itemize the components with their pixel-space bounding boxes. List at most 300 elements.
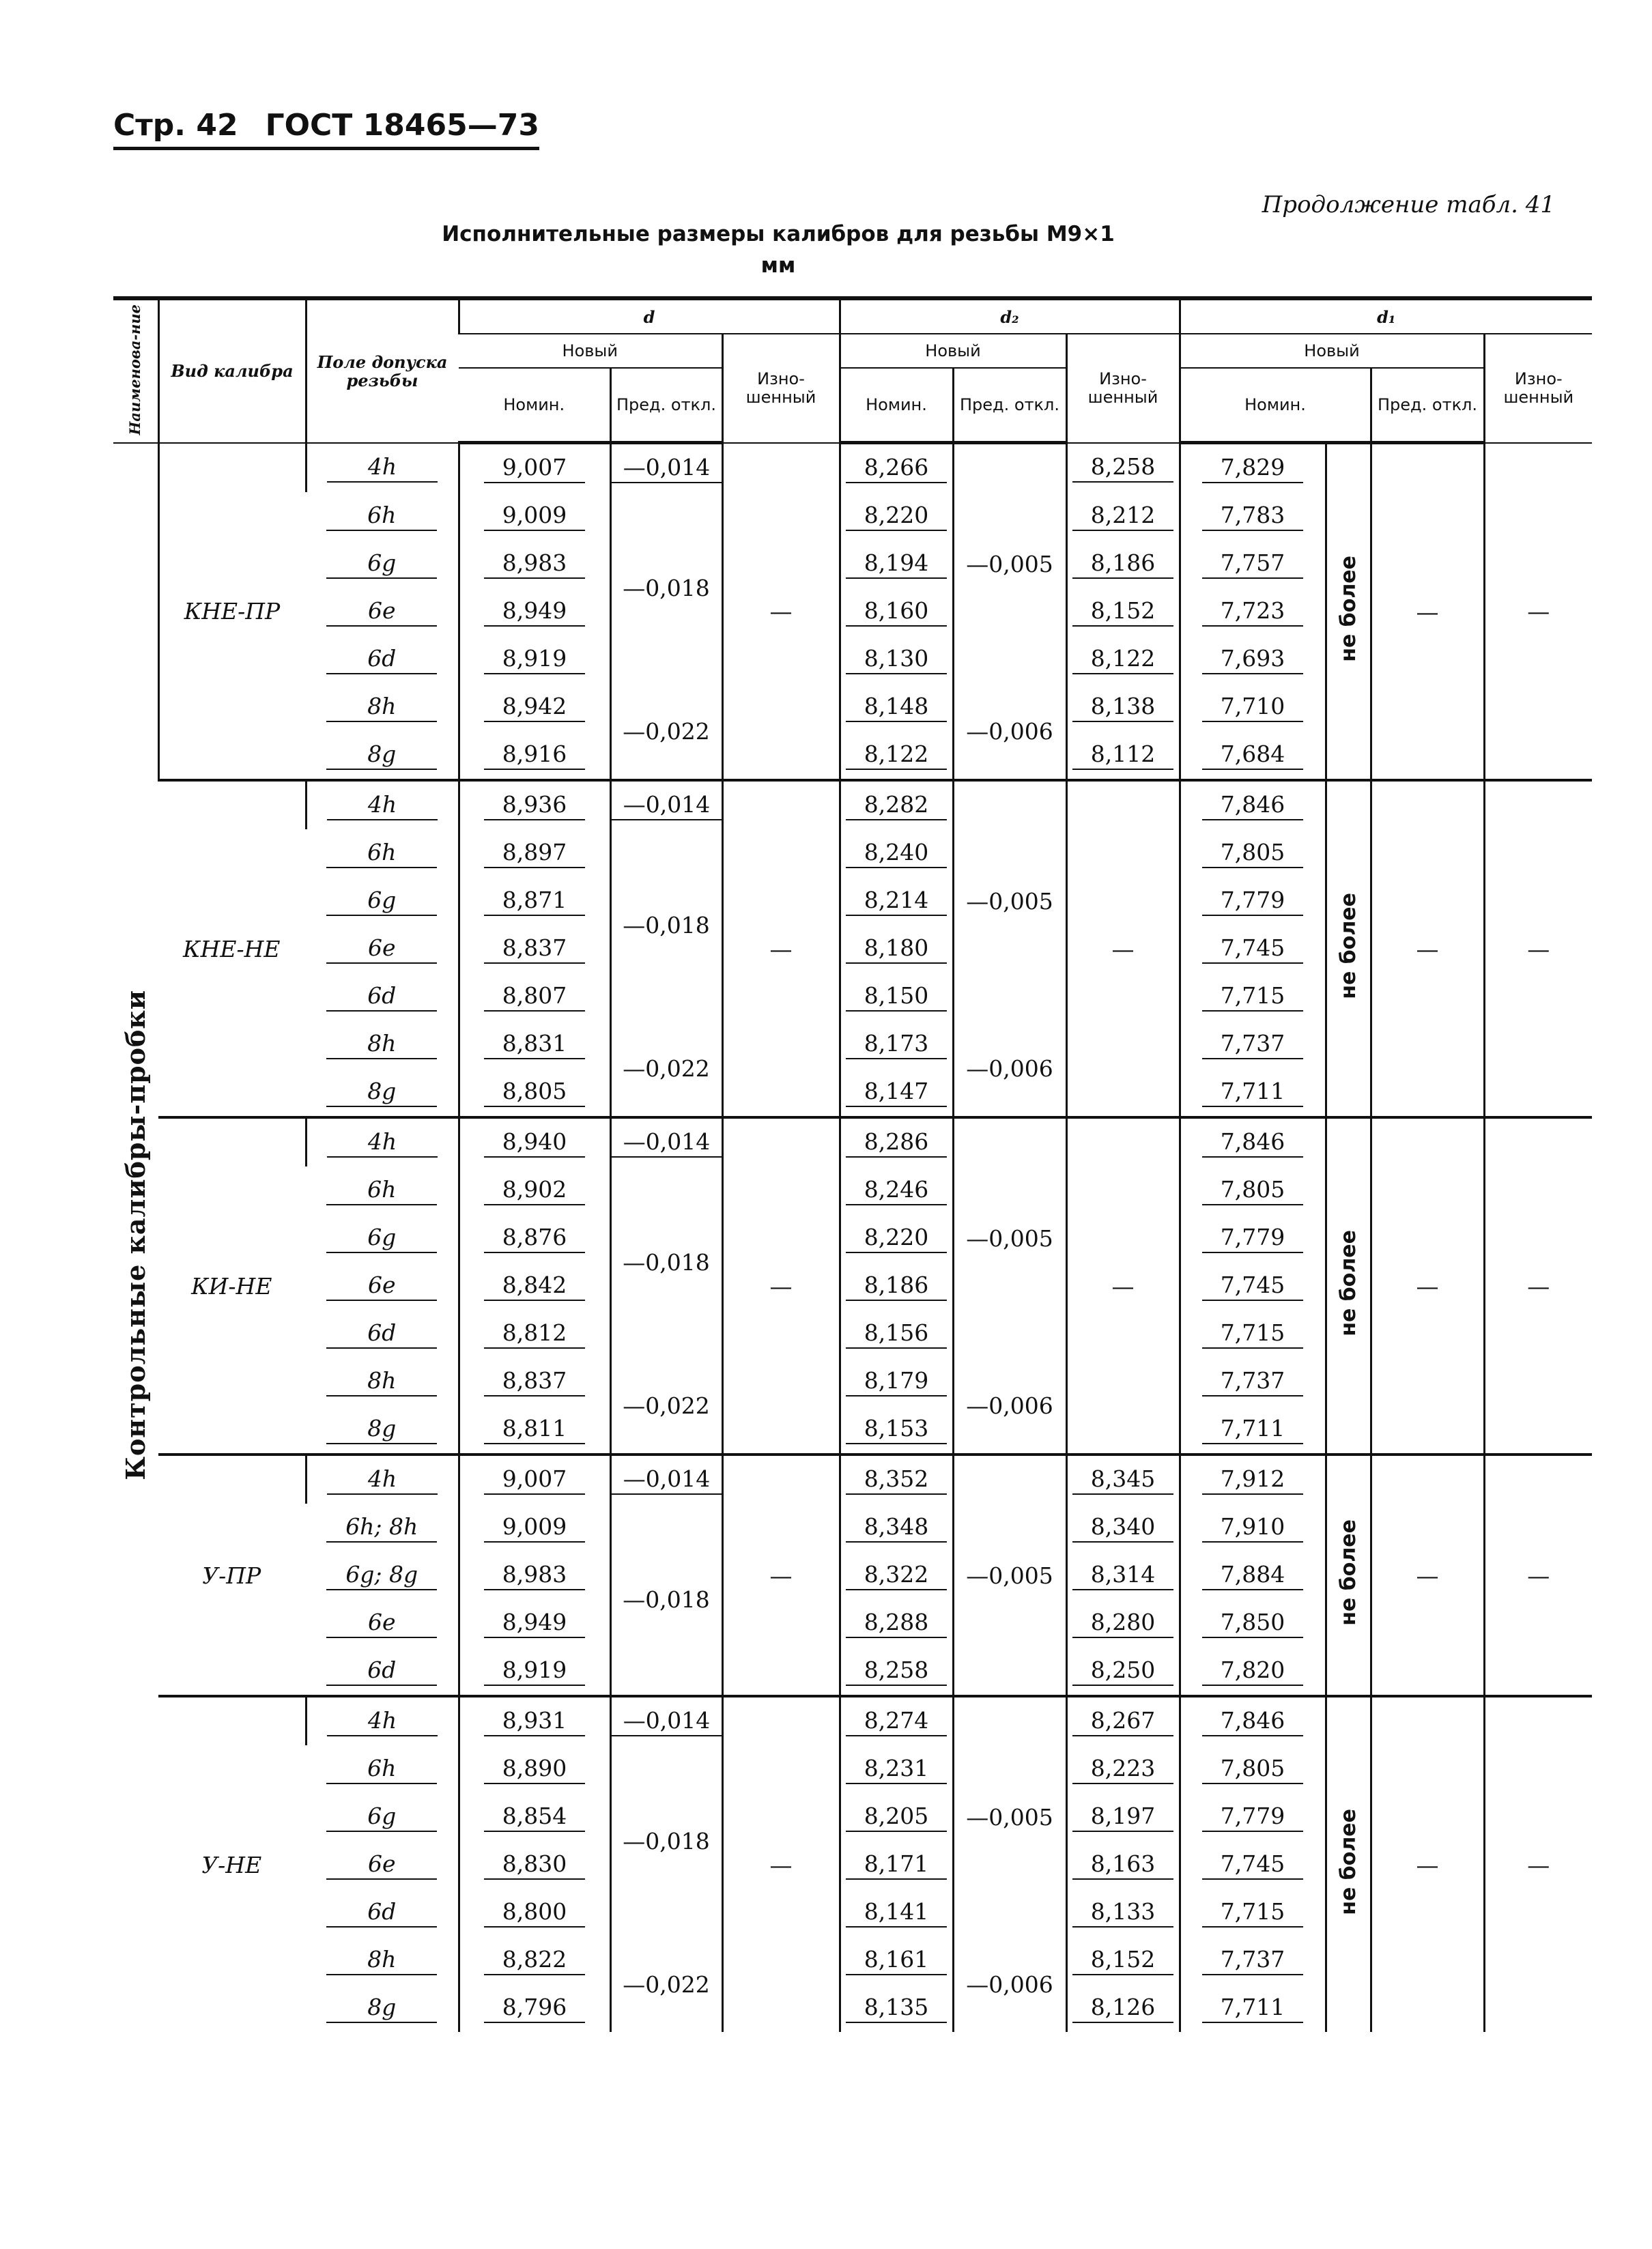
d2-nominal — [840, 1020, 953, 1068]
d-nominal — [459, 1841, 610, 1889]
tolerance-field-value: 8g — [326, 1078, 437, 1107]
d1-deviation: — — [1371, 443, 1484, 781]
tolerance-field — [306, 1889, 459, 1936]
d2-nominal — [840, 1117, 953, 1166]
tolerance-field-value: 8g — [326, 1415, 437, 1444]
d-nominal — [459, 925, 610, 973]
d1-nominal-value: 7,820 — [1202, 1657, 1303, 1686]
d2-nominal — [840, 443, 953, 493]
d1-nominal — [1180, 1405, 1326, 1455]
d1-nominal — [1180, 1889, 1326, 1936]
d1-nominal-value: 7,693 — [1202, 645, 1303, 674]
d2-nominal-value: 8,282 — [846, 791, 947, 820]
d-new-header: Новый — [459, 334, 722, 368]
d2-nominal — [840, 1358, 953, 1405]
d-dev-header: Пред. откл. — [610, 368, 722, 443]
tolerance-field — [306, 973, 459, 1020]
tolerance-field-value: 4h — [327, 791, 438, 820]
tolerance-field-value: 6h — [326, 1176, 437, 1205]
d2-worn — [1066, 1551, 1180, 1599]
d1-nominal-value: 7,846 — [1202, 791, 1303, 820]
d2-nominal — [840, 492, 953, 540]
tolerance-field-value: 6g; 8g — [326, 1561, 437, 1590]
tolerance-field-value: 6g — [326, 1803, 437, 1832]
d-nominal-value: 8,936 — [484, 791, 585, 820]
d2-nominal — [840, 1262, 953, 1310]
d1-nominal-value: 7,737 — [1202, 1946, 1303, 1975]
not-more-label: не более — [1336, 1230, 1361, 1336]
d2-nominal-value: 8,180 — [846, 934, 947, 964]
d1-nominal — [1180, 829, 1326, 877]
d2-worn-value: 8,152 — [1072, 1946, 1173, 1975]
d-nominal — [459, 1936, 610, 1984]
tolerance-field-value: 8h — [326, 1367, 437, 1396]
tolerance-field — [306, 1020, 459, 1068]
d2-worn-value: 8,250 — [1072, 1657, 1173, 1686]
d-deviation — [610, 1020, 722, 1117]
d-nominal-value: 8,805 — [484, 1078, 585, 1107]
not-more-cell — [1326, 443, 1371, 781]
tolerance-field-value: 6h — [326, 502, 437, 531]
d2-nominal-value: 8,258 — [846, 1657, 947, 1686]
d-deviation-value: —0,022 — [623, 717, 710, 745]
d1-nominal-value: 7,779 — [1202, 1803, 1303, 1832]
d1-new-header: Новый — [1180, 334, 1484, 368]
d1-nominal-value: 7,745 — [1202, 1272, 1303, 1301]
d2-nominal-value: 8,148 — [846, 693, 947, 722]
d1-nominal — [1180, 1936, 1326, 1984]
d1-nominal-value: 7,846 — [1202, 1707, 1303, 1736]
d-nominal-value: 8,916 — [484, 741, 585, 770]
d-nominal-value: 9,009 — [484, 502, 585, 531]
table-row — [113, 443, 1592, 493]
d2-nominal — [840, 1310, 953, 1358]
d-nom-header: Номин. — [459, 368, 610, 443]
d1-deviation: — — [1371, 780, 1484, 1117]
dimensions-table — [113, 296, 1592, 2032]
d-deviation-value: —0,018 — [623, 1248, 710, 1276]
d-deviation-value: —0,014 — [612, 1707, 722, 1736]
gauge-kind: КНЕ-ПР — [158, 443, 306, 781]
d2-nominal — [840, 780, 953, 829]
d1-nominal-value: 7,757 — [1202, 549, 1303, 579]
d1-nominal-value: 7,779 — [1202, 1224, 1303, 1253]
d-nominal-value: 8,830 — [484, 1850, 585, 1880]
tolerance-field — [306, 1936, 459, 1984]
tolerance-field-value: 6e — [326, 934, 437, 964]
tolerance-field-value: 4h — [327, 1465, 438, 1495]
d2-nominal-value: 8,205 — [846, 1803, 947, 1832]
d1-nominal-value: 7,829 — [1202, 454, 1303, 483]
d-deviation — [610, 1745, 722, 1936]
d-nominal — [459, 1504, 610, 1551]
d-nominal — [459, 1647, 610, 1696]
d-nominal-value: 8,942 — [484, 693, 585, 722]
d-deviation-value: —0,022 — [623, 1971, 710, 1998]
d-worn: — — [722, 1117, 840, 1455]
d2-nominal — [840, 1984, 953, 2032]
d2-dev-header: Пред. откл. — [953, 368, 1066, 443]
d-deviation — [610, 829, 722, 1020]
d-deviation — [610, 1936, 722, 2032]
d2-nominal-value: 8,220 — [846, 502, 947, 531]
d2-worn-value: 8,186 — [1072, 549, 1173, 579]
tolerance-field-value: 6d — [326, 645, 437, 674]
d-nominal — [459, 973, 610, 1020]
d1-nominal-value: 7,910 — [1202, 1513, 1303, 1543]
d2-nominal-value: 8,156 — [846, 1319, 947, 1349]
d2-worn — [1066, 443, 1180, 493]
d2-worn — [1066, 1793, 1180, 1841]
d2-deviation: —0,006 — [953, 1358, 1066, 1455]
d1-nominal — [1180, 780, 1326, 829]
d-nominal-value: 8,822 — [484, 1946, 585, 1975]
tolerance-field-value: 6h — [326, 839, 437, 868]
d-nominal-value: 8,831 — [484, 1030, 585, 1059]
d2-nominal — [840, 1551, 953, 1599]
continuation-note: Продолжение табл. 41 — [1262, 191, 1555, 218]
tolerance-field — [306, 1745, 459, 1793]
d1-nominal — [1180, 1745, 1326, 1793]
d-deviation — [610, 683, 722, 780]
d-nominal-value: 8,983 — [484, 549, 585, 579]
d-worn: — — [722, 780, 840, 1117]
d2-nominal — [840, 1214, 953, 1262]
tolerance-field — [306, 1358, 459, 1405]
d1-nominal — [1180, 443, 1326, 493]
group-label: Контрольные калибры-пробки — [119, 989, 151, 1480]
d1-nominal-value: 7,779 — [1202, 887, 1303, 916]
d1-nominal — [1180, 1262, 1326, 1310]
d1-deviation: — — [1371, 1455, 1484, 1696]
d2-deviation: —0,005 — [953, 1696, 1066, 1936]
d1-nominal — [1180, 1599, 1326, 1647]
tolerance-field-value: 6d — [326, 1657, 437, 1686]
d1-nominal-value: 7,715 — [1202, 1319, 1303, 1349]
not-more-cell — [1326, 1117, 1371, 1455]
d-nominal-value: 8,890 — [484, 1755, 585, 1784]
d2-nominal — [840, 925, 953, 973]
gauge-kind: КНЕ-НЕ — [158, 780, 306, 1117]
d1-worn: — — [1484, 1117, 1592, 1455]
d1-nominal — [1180, 1310, 1326, 1358]
d1-nominal-value: 7,884 — [1202, 1561, 1303, 1590]
d-nominal — [459, 1599, 610, 1647]
tolerance-field — [306, 683, 459, 731]
d2-nominal-value: 8,220 — [846, 1224, 947, 1253]
d1-nominal — [1180, 1647, 1326, 1696]
d2-worn — [1066, 1647, 1180, 1696]
d-deviation-value: —0,018 — [623, 911, 710, 939]
d-nominal-value: 8,837 — [484, 934, 585, 964]
d2-nominal — [840, 829, 953, 877]
d-nominal — [459, 1358, 610, 1405]
tolerance-field-value: 6g — [326, 887, 437, 916]
d-nominal-value: 8,931 — [484, 1707, 585, 1736]
d1-nominal-value: 7,711 — [1202, 1415, 1303, 1444]
d2-worn — [1066, 731, 1180, 780]
tolerance-field — [306, 1841, 459, 1889]
d-nominal-value: 8,796 — [484, 1994, 585, 2023]
table-row — [113, 1117, 1592, 1166]
tolerance-field — [306, 925, 459, 973]
d2-nominal — [840, 1599, 953, 1647]
d1-nominal-value: 7,912 — [1202, 1465, 1303, 1495]
tolerance-field-value: 8h — [326, 1946, 437, 1975]
d2-nominal — [840, 731, 953, 780]
d1-nominal-value: 7,805 — [1202, 1176, 1303, 1205]
gauge-kind: У-ПР — [158, 1455, 306, 1696]
d1-nominal-value: 7,710 — [1202, 693, 1303, 722]
tolerance-field-value: 6h — [326, 1755, 437, 1784]
d2-nominal-value: 8,246 — [846, 1176, 947, 1205]
d2-nominal — [840, 877, 953, 925]
d1-nominal-value: 7,783 — [1202, 502, 1303, 531]
d2-nominal-value: 8,322 — [846, 1561, 947, 1590]
d1-worn: — — [1484, 1455, 1592, 1696]
d-nominal — [459, 1889, 610, 1936]
d-nominal — [459, 588, 610, 635]
d2-nominal-value: 8,286 — [846, 1128, 947, 1158]
d-nominal — [459, 877, 610, 925]
d2-nominal-value: 8,274 — [846, 1707, 947, 1736]
d-nominal — [459, 443, 610, 493]
d1-worn: — — [1484, 1696, 1592, 2032]
d-worn: — — [722, 1696, 840, 2032]
d1-deviation: — — [1371, 1117, 1484, 1455]
tolerance-field-value: 6g — [326, 549, 437, 579]
d-nominal-value: 8,842 — [484, 1272, 585, 1301]
d2-nominal — [840, 540, 953, 588]
d-nominal — [459, 1166, 610, 1214]
d2-worn-value: 8,280 — [1072, 1609, 1173, 1638]
d-nominal — [459, 1984, 610, 2032]
col-name-header — [113, 298, 158, 443]
d1-nominal-value: 7,850 — [1202, 1609, 1303, 1638]
d-deviation-value: —0,014 — [612, 454, 722, 483]
d2-nominal-value: 8,194 — [846, 549, 947, 579]
d2-nominal-value: 8,186 — [846, 1272, 947, 1301]
d2-nominal-value: 8,135 — [846, 1994, 947, 2023]
d-nominal — [459, 635, 610, 683]
d-nominal — [459, 829, 610, 877]
d1-nominal — [1180, 1984, 1326, 2032]
d1-worn: — — [1484, 780, 1592, 1117]
d-nominal — [459, 1696, 610, 1745]
table-title — [0, 218, 1652, 281]
d-nominal-value: 8,949 — [484, 1609, 585, 1638]
d-deviation-value: —0,018 — [623, 574, 710, 601]
d2-nominal-value: 8,266 — [846, 454, 947, 483]
tolerance-field — [306, 1166, 459, 1214]
d-nominal — [459, 1310, 610, 1358]
d2-deviation: —0,005 — [953, 443, 1066, 684]
d1-nominal — [1180, 1793, 1326, 1841]
d-nominal — [459, 1793, 610, 1841]
d2-nominal-value: 8,348 — [846, 1513, 947, 1543]
d2-worn-value: 8,197 — [1072, 1803, 1173, 1832]
tolerance-field-value: 8g — [326, 1994, 437, 2023]
d2-nominal-value: 8,141 — [846, 1898, 947, 1928]
d2-nominal-value: 8,240 — [846, 839, 947, 868]
d-deviation-value: —0,022 — [623, 1055, 710, 1082]
d-nominal — [459, 1551, 610, 1599]
d2-nominal — [840, 1647, 953, 1696]
d2-nominal — [840, 1696, 953, 1745]
tolerance-field-value: 6e — [326, 1850, 437, 1880]
tolerance-field-value: 4h — [327, 1128, 438, 1158]
d2-worn-value: 8,122 — [1072, 645, 1173, 674]
d1-nominal-value: 7,745 — [1202, 1850, 1303, 1880]
d1-nominal-value: 7,711 — [1202, 1994, 1303, 2023]
d-nominal-value: 9,007 — [484, 1465, 585, 1495]
d1-nominal — [1180, 925, 1326, 973]
d-nominal — [459, 1214, 610, 1262]
tolerance-field — [306, 1455, 459, 1504]
d2-worn — [1066, 635, 1180, 683]
tolerance-field — [306, 1214, 459, 1262]
d1-nominal-value: 7,846 — [1202, 1128, 1303, 1158]
d1-nominal — [1180, 1455, 1326, 1504]
tolerance-field-value: 8g — [326, 741, 437, 770]
d2-nominal-value: 8,352 — [846, 1465, 947, 1495]
d2-nominal — [840, 1068, 953, 1117]
d2-nominal-value: 8,171 — [846, 1850, 947, 1880]
tolerance-field-value: 4h — [327, 1707, 438, 1736]
d-deviation — [610, 1166, 722, 1358]
col-d-header: d — [459, 298, 840, 334]
table-body — [113, 443, 1592, 2033]
d-deviation — [610, 1696, 722, 1745]
d1-nominal-value: 7,723 — [1202, 597, 1303, 627]
d2-nominal — [840, 1889, 953, 1936]
d2-worn-value: 8,212 — [1072, 502, 1173, 531]
d1-nominal-value: 7,805 — [1202, 839, 1303, 868]
d-nominal-value: 8,897 — [484, 839, 585, 868]
d-worn: — — [722, 1455, 840, 1696]
d2-nominal-value: 8,122 — [846, 741, 947, 770]
d2-deviation: —0,006 — [953, 1020, 1066, 1117]
page-header — [113, 108, 539, 150]
tolerance-field — [306, 443, 459, 493]
d-deviation — [610, 1117, 722, 1166]
d-nominal — [459, 540, 610, 588]
d2-nominal — [840, 1936, 953, 1984]
d2-worn-value: 8,340 — [1072, 1513, 1173, 1543]
d2-nom-header: Номин. — [840, 368, 953, 443]
d2-worn-value: 8,258 — [1072, 453, 1173, 483]
tolerance-field-value: 6e — [326, 1272, 437, 1301]
col-field-header: Поле допуска резьбы — [306, 298, 459, 443]
d2-worn — [1066, 1696, 1180, 1745]
d-deviation-value: —0,022 — [623, 1392, 710, 1419]
d1-nominal — [1180, 1504, 1326, 1551]
d1-nominal — [1180, 1117, 1326, 1166]
col-d2-header: d₂ — [840, 298, 1180, 334]
d-deviation-value: —0,014 — [612, 791, 722, 820]
d2-worn — [1066, 588, 1180, 635]
tolerance-field-value: 6g — [326, 1224, 437, 1253]
tolerance-field — [306, 731, 459, 780]
not-more-cell — [1326, 1455, 1371, 1696]
d-deviation-value: —0,018 — [623, 1586, 710, 1613]
table-title-line1: Исполнительные размеры калибров для резьбы M9×1 — [442, 222, 1115, 246]
d1-worn-header: Изно-шенный — [1484, 334, 1592, 443]
d2-nominal-value: 8,130 — [846, 645, 947, 674]
table-row — [113, 1696, 1592, 1745]
d-nominal-value: 8,837 — [484, 1367, 585, 1396]
tolerance-field — [306, 1262, 459, 1310]
d1-nominal — [1180, 1358, 1326, 1405]
d2-nominal — [840, 1793, 953, 1841]
d-nominal — [459, 1745, 610, 1793]
d1-nominal — [1180, 540, 1326, 588]
d2-worn — [1066, 683, 1180, 731]
d-nominal-value: 8,876 — [484, 1224, 585, 1253]
tolerance-field — [306, 780, 459, 829]
tolerance-field-value: 6e — [326, 1609, 437, 1638]
d1-nominal — [1180, 492, 1326, 540]
group-label-cell — [113, 443, 158, 2033]
tolerance-field-value: 8h — [326, 693, 437, 722]
d-nominal — [459, 1455, 610, 1504]
d2-worn-value: 8,126 — [1072, 1994, 1173, 2023]
table-row — [113, 780, 1592, 829]
d2-nominal — [840, 1166, 953, 1214]
d1-nominal-value: 7,737 — [1202, 1030, 1303, 1059]
not-more-cell — [1326, 1696, 1371, 2032]
d-deviation — [610, 780, 722, 829]
d1-nominal-value: 7,805 — [1202, 1755, 1303, 1784]
d-nominal-value: 8,812 — [484, 1319, 585, 1349]
d1-nominal — [1180, 1551, 1326, 1599]
d2-nominal — [840, 1455, 953, 1504]
d-nominal-value: 9,009 — [484, 1513, 585, 1543]
d1-nominal — [1180, 683, 1326, 731]
d-nominal-value: 8,949 — [484, 597, 585, 627]
d-nominal-value: 8,800 — [484, 1898, 585, 1928]
d-nominal-value: 8,902 — [484, 1176, 585, 1205]
page-number: Стр. 42 — [113, 108, 238, 143]
d2-deviation: —0,005 — [953, 780, 1066, 1020]
d1-nominal — [1180, 1841, 1326, 1889]
tolerance-field-value: 6d — [326, 1319, 437, 1349]
d2-deviation: —0,005 — [953, 1117, 1066, 1358]
d-deviation-value: —0,014 — [612, 1465, 722, 1495]
d2-nominal-value: 8,160 — [846, 597, 947, 627]
d2-nominal-value: 8,161 — [846, 1946, 947, 1975]
d-nominal — [459, 1262, 610, 1310]
d2-deviation: —0,006 — [953, 683, 1066, 780]
d2-deviation: —0,005 — [953, 1455, 1066, 1696]
d2-nominal-value: 8,153 — [846, 1415, 947, 1444]
d2-worn — [1066, 1504, 1180, 1551]
d2-worn — [1066, 1889, 1180, 1936]
d2-worn-value: 8,138 — [1072, 693, 1173, 722]
d1-nominal-value: 7,711 — [1202, 1078, 1303, 1107]
d2-worn — [1066, 1841, 1180, 1889]
tolerance-field-value: 4h — [327, 453, 438, 483]
d2-worn-value: 8,223 — [1072, 1755, 1173, 1784]
tolerance-field — [306, 540, 459, 588]
d2-nominal — [840, 1504, 953, 1551]
d1-nominal — [1180, 1020, 1326, 1068]
d1-worn: — — [1484, 443, 1592, 781]
d1-nominal-value: 7,715 — [1202, 982, 1303, 1012]
d2-worn-value: 8,267 — [1072, 1707, 1173, 1736]
d1-nominal-value: 7,737 — [1202, 1367, 1303, 1396]
d-nominal — [459, 1020, 610, 1068]
